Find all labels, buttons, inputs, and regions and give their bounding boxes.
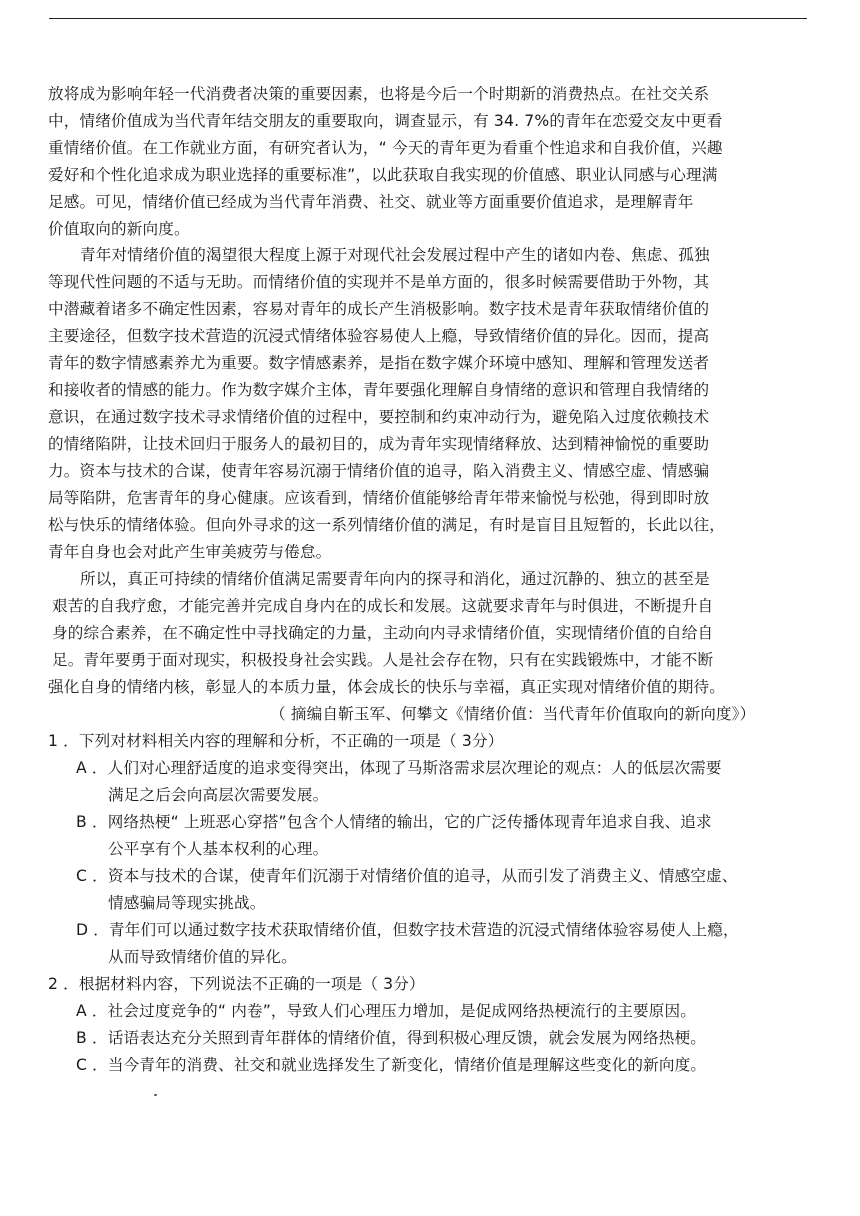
passage-line: 的情绪陷阱，让技术回归于服务人的最初目的，成为青年实现情绪释放、达到精神愉悦的重要助: [48, 435, 710, 453]
question-1-stem: 1 ．下列对材料相关内容的理解和分析，不正确的一项是（ 3分）: [48, 732, 504, 750]
passage-line: 青年自身也会对此产生审美疲劳与倦怠。: [48, 543, 332, 561]
passage-line: 爱好和个性化追求成为职业选择的重要标准”，以此获取自我实现的价值感、职业认同感与心理满: [48, 166, 718, 184]
question-1-option-d: D ．青年们可以通过数字技术获取情绪价值，但数字技术营造的沉浸式情绪体验容易使人上瘾，: [76, 921, 739, 939]
passage-line: 足感。可见，情绪价值已经成为当代青年消费、社交、就业等方面重要价值追求，是理解青年: [48, 193, 694, 211]
passage-line: 中潜藏着诸多不确定性因素，容易对青年的成长产生消极影响。数字技术是青年获取情绪价值的: [48, 300, 710, 318]
passage-line: 和接收者的情感的能力。作为数字媒介主体，青年要强化理解自身情绪的意识和管理自我情绪的: [48, 381, 710, 399]
passage-line: 艰苦的自我疗愈，才能完善并完成自身内在的成长和发展。这就要求青年与时俱进，不断提升自: [52, 597, 714, 615]
question-2-option-c: C ．当今青年的消费、社交和就业选择发生了新变化，情绪价值是理解这些变化的新向度。: [76, 1056, 707, 1074]
passage-line: 松与快乐的情绪体验。但向外寻求的这一系列情绪价值的满足，有时是盲目且短暂的，长此以往，: [48, 516, 725, 534]
passage-line: 重情绪价值。在工作就业方面，有研究者认为，“ 今天的青年更为看重个性追求和自我价值，兴趣: [48, 139, 723, 157]
question-1-option-d-cont: 从而导致情绪价值的异化。: [108, 948, 297, 966]
question-1-option-a-cont: 满足之后会向高层次需要发展。: [108, 786, 329, 804]
question-2-option-b: B ．话语表达充分关照到青年群体的情绪价值，得到积极心理反馈，就会发展为网络热梗。: [76, 1029, 706, 1047]
question-2-option-a: A ．社会过度竞争的“ 内卷”，导致人们心理压力增加，是促成网络热梗流行的主要原因。: [76, 1002, 697, 1020]
passage-line: 所以，真正可持续的情绪价值满足需要青年向内的探寻和消化，通过沉静的、独立的甚至是: [80, 570, 710, 588]
passage-line: 青年的数字情感素养尤为重要。数字情感素养，是指在数字媒介环境中感知、理解和管理发送者: [48, 354, 710, 372]
question-1-option-b-cont: 公平享有个人基本权利的心理。: [108, 840, 329, 858]
passage-line: 强化自身的情绪内核，彰显人的本质力量，体会成长的快乐与幸福，真正实现对情绪价值的期待。: [48, 678, 725, 696]
question-1-option-c: C ．资本与技术的合谋，使青年们沉溺于对情绪价值的追寻，从而引发了消费主义、情感空虚、: [76, 867, 738, 885]
passage-line: 力。资本与技术的合谋，使青年容易沉溺于情绪价值的追寻，陷入消费主义、情感空虚、情感骗: [48, 462, 710, 480]
passage-line: 意识，在通过数字技术寻求情绪价值的过程中，要控制和约束冲动行为，避免陷入过度依赖技术: [48, 408, 710, 426]
passage-line: 身的综合素养，在不确定性中寻找确定的力量，主动向内寻求情绪价值，实现情绪价值的自给自: [52, 624, 714, 642]
passage-line: 局等陷阱，危害青年的身心健康。应该看到，情绪价值能够给青年带来愉悦与松弛，得到即时放: [48, 489, 710, 507]
question-1-option-b: B ．网络热梗“ 上班恶心穿搭”包含个人情绪的输出，它的广泛传播体现青年追求自我、追求: [76, 813, 712, 831]
passage-line: 价值取向的新向度。: [48, 220, 190, 238]
header-rule: [49, 18, 807, 19]
passage-line: 青年对情绪价值的渴望很大程度上源于对现代社会发展过程中产生的诸如内卷、焦虑、孤独: [80, 246, 710, 264]
source-citation: （ 摘编自靳玉军、何攀文《情绪价值：当代青年价值取向的新向度》）: [270, 705, 756, 723]
passage-line: 足。青年要勇于面对现实，积极投身社会实践。人是社会存在物，只有在实践锻炼中，才能不断: [52, 651, 714, 669]
passage-line: 中，情绪价值成为当代青年结交朋友的重要取向，调查显示，有 34. 7%的青年在恋爱交友中更看: [48, 112, 723, 130]
stray-ink-mark: [154, 1094, 157, 1096]
question-2-stem: 2 ．根据材料内容，下列说法不正确的一项是（ 3分）: [48, 975, 425, 993]
question-1-option-c-cont: 情感骗局等现实挑战。: [108, 894, 266, 912]
passage-line: 主要途径，但数字技术营造的沉浸式情绪体验容易使人上瘾，导致情绪价值的异化。因而，提高: [48, 327, 710, 345]
passage-line: 等现代性问题的不适与无助。而情绪价值的实现并不是单方面的，很多时候需要借助于外物，其: [48, 273, 710, 291]
question-1-option-a: A ．人们对心理舒适度的追求变得突出，体现了马斯洛需求层次理论的观点：人的低层次需要: [76, 759, 722, 777]
passage-line: 放将成为影响年轻一代消费者决策的重要因素，也将是今后一个时期新的消费热点。在社交关系: [48, 85, 710, 103]
